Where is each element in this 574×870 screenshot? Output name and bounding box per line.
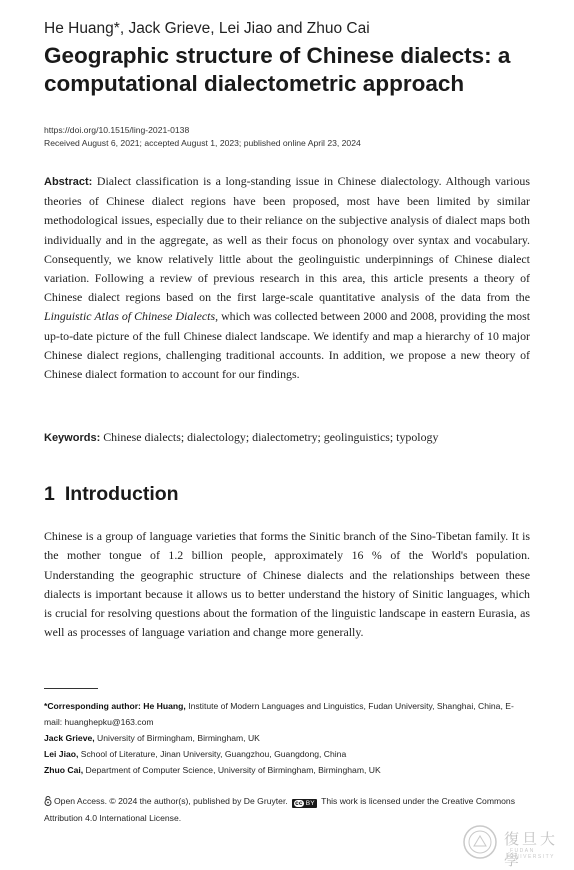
title-line-1: Geographic structure of Chinese dialects: a [44, 43, 511, 68]
abstract [44, 172, 530, 384]
section-title: Introduction [64, 483, 179, 505]
grieve-affiliation [44, 730, 530, 746]
atlas-title: Linguistic Atlas of Chinese Dialects [44, 309, 216, 324]
jiao-affiliation [44, 746, 530, 762]
fudan-watermark [462, 824, 572, 869]
article-meta [44, 124, 544, 150]
section-number: 1 [44, 483, 55, 505]
fudan-seal-icon [462, 824, 498, 860]
cc-by-badge[interactable]: cc BY [292, 799, 317, 808]
license-note [44, 794, 530, 826]
watermark-chinese: 復旦大學 [504, 830, 559, 869]
grieve-name: Jack Grieve, [44, 733, 95, 743]
paper-title [44, 42, 544, 98]
corresponding-author-note [44, 698, 530, 730]
keywords-text: Chinese dialects; dialectology; dialectometry; geolinguistics; typology [103, 430, 439, 444]
abstract-text-a: Dialect classification is a long-standing issue in Chinese dialectology. Although various theories of Chinese dialect regions have been proposed, most have been limited by similar methodological issues, especially due to their reliance on the subjective analysis of dialect maps both individually and in the aggregate, as well as their focus on phonology over syntax and vocabulary. Consequently, we know relatively little about the geolinguistic underpinnings of Chinese dialect variation. Following a review of previous research in this area, this article presents a theory of Chinese dialect regions based on the first large-scale quantitative analysis of the data from the [44, 174, 530, 305]
title-line-2: computational dialectometric approach [44, 71, 465, 96]
corresponding-text: Institute of Modern Languages and Linguistics, Fudan University, Shanghai, China, E-mail: huanghepku@163.com [44, 701, 514, 727]
author-list: He Huang*, Jack Grieve, Lei Jiao and Zhuo Cai [44, 20, 370, 37]
footnotes [44, 698, 530, 778]
cc-badge-text: BY [305, 800, 315, 807]
abstract-label: Abstract: [44, 176, 93, 188]
jiao-name: Lei Jiao, [44, 749, 79, 759]
footnote-divider [44, 688, 98, 689]
watermark-english: FUDAN UNIVERSITY [510, 848, 556, 860]
section-heading [44, 483, 179, 506]
license-text: This work is licensed under the Creative Commons Attribution 4.0 International License. [44, 796, 515, 823]
open-access-icon [44, 796, 52, 811]
open-access-text: Open Access. © 2024 the author(s), published by De Gruyter. [54, 796, 288, 806]
grieve-text: University of Birmingham, Birmingham, UK [97, 733, 260, 743]
abstract-text-b: , which was collected between 2000 and 2008, providing the most up-to-date picture of the full Chinese dialect landscape. We identify and map a hierarchy of 10 major Chinese dialect regions, challenging traditional accounts. In addition, we propose a new theory of Chinese dialect formation to account for our findings. [44, 309, 530, 382]
keywords [44, 428, 544, 447]
corresponding-label: *Corresponding author: He Huang, [44, 701, 186, 711]
doi-link[interactable]: https://doi.org/10.1515/ling-2021-0138 [44, 125, 190, 135]
cai-name: Zhuo Cai, [44, 765, 84, 775]
introduction-paragraph: Chinese is a group of language varieties that forms the Sinitic branch of the Sino-Tibetan family. It is the mother tongue of 1.2 billion people, approximately 16 % of the World's population. Understanding the geographic structure of Chinese dialects and the relationships between these dialects is important because it allows us to better understand the history of Sinitic languages, which is crucial for resolving questions about the formation of the linguistic landscape in eastern Eurasia, as well as processes of language variation and change more generally. [44, 529, 530, 640]
keywords-label: Keywords: [44, 432, 101, 444]
publication-dates: Received August 6, 2021; accepted August 1, 2023; published online April 23, 2024 [44, 138, 361, 148]
jiao-text: School of Literature, Jinan University, Guangzhou, Guangdong, China [80, 749, 347, 759]
cai-affiliation [44, 762, 530, 778]
cai-text: Department of Computer Science, University of Birmingham, Birmingham, UK [85, 765, 381, 775]
